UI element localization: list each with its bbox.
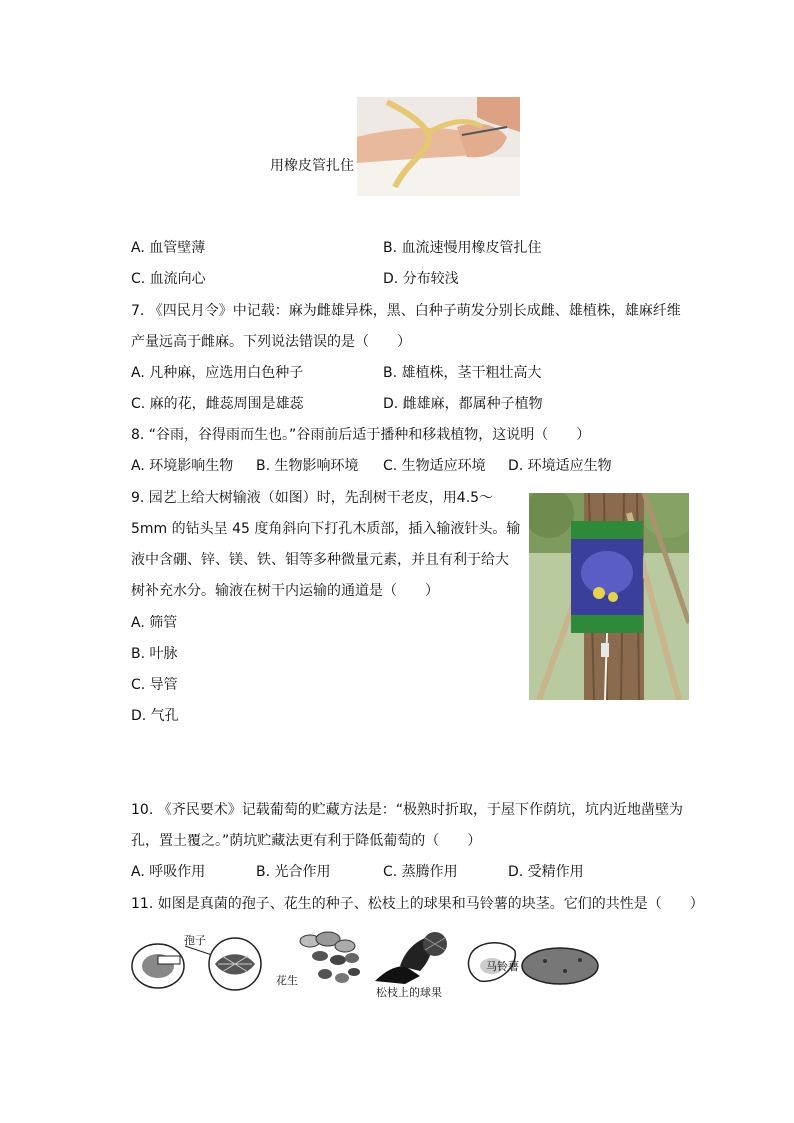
peanut-seeds-drawing [300, 932, 360, 983]
q9-option-d: D. 气孔 [131, 708, 179, 724]
q9-stem-line3: 液中含硼、锌、镁、铁、钼等多种微量元素，并且有利于给大 [131, 552, 509, 568]
q9-stem-line1: 9. 园艺上给大树输液（如图）时，先刮树干老皮，用4.5～ [131, 490, 494, 506]
q6-option-c: C. 血流向心 [131, 271, 206, 287]
q6-option-d: D. 分布较浅 [383, 271, 459, 287]
spore-label: 孢子 [184, 934, 206, 947]
q8-option-c: C. 生物适应环境 [383, 458, 486, 474]
q10-option-a: A. 呼吸作用 [131, 864, 206, 880]
q7-option-a: A. 凡种麻，应选用白色种子 [131, 365, 304, 381]
q6-arm-tourniquet-photo [357, 97, 520, 196]
q9-stem-line4: 树补充水分。输液在树干内运输的通道是（ ） [131, 583, 439, 599]
q8-option-d: D. 环境适应生物 [508, 458, 612, 474]
q8-stem-line1: 8. “谷雨，谷得雨而生也。”谷雨前后适于播种和移栽植物，这说明（ ） [131, 427, 591, 443]
q7-stem-line1: 7. 《四民月令》中记载：麻为雌雄异株，黑、白种子萌发分别长成雌、雄植株，雄麻纤维 [131, 303, 681, 319]
q8-option-b: B. 生物影响环境 [256, 458, 359, 474]
q9-option-c: C. 导管 [131, 677, 178, 693]
q10-option-c: C. 蒸腾作用 [383, 864, 458, 880]
q10-stem-line1: 10. 《齐民要术》记载葡萄的贮藏方法是：“极熟时折取，于屋下作荫坑，坑内近地凿壁为 [131, 802, 683, 818]
q6-option-b: B. 血流速慢用橡皮管扎住 [383, 240, 542, 256]
q6-option-a: A. 血管壁薄 [131, 240, 206, 256]
pine-cone-label: 松枝上的球果 [376, 986, 442, 999]
pine-cone-drawing [375, 932, 447, 984]
q7-option-b: B. 雄植株，茎干粗壮高大 [383, 365, 542, 381]
q7-option-d: D. 雌雄麻，都属种子植物 [383, 396, 543, 412]
q7-option-c: C. 麻的花，雌蕊周围是雄蕊 [131, 396, 304, 412]
q10-stem-line2: 孔，置土覆之。”荫坑贮藏法更有利于降低葡萄的（ ） [131, 833, 482, 849]
q11-stem-line1: 11. 如图是真菌的孢子、花生的种子、松枝上的球果和马铃薯的块茎。它们的共性是（ ） [131, 896, 704, 912]
q11-specimens-figure [130, 926, 600, 1000]
peanut-label: 花生 [276, 974, 298, 987]
tree-infusion-illustration [529, 493, 689, 700]
q9-stem-line2: 5mm 的钻头呈 45 度角斜向下打孔木质部，插入输液针头。输 [131, 521, 521, 537]
q9-option-a: A. 筛管 [131, 615, 178, 631]
q10-option-d: D. 受精作用 [508, 864, 584, 880]
q8-option-a: A. 环境影响生物 [131, 458, 234, 474]
q6-image-caption: 用橡皮管扎住 [270, 158, 354, 174]
q9-tree-infusion-photo [529, 493, 689, 700]
potato-label: 马铃薯 [486, 960, 519, 973]
q7-stem-line2: 产量远高于雌麻。下列说法错误的是（ ） [131, 334, 411, 350]
q10-option-b: B. 光合作用 [256, 864, 331, 880]
q9-option-b: B. 叶脉 [131, 646, 178, 662]
arm-photo-illustration [357, 97, 520, 196]
